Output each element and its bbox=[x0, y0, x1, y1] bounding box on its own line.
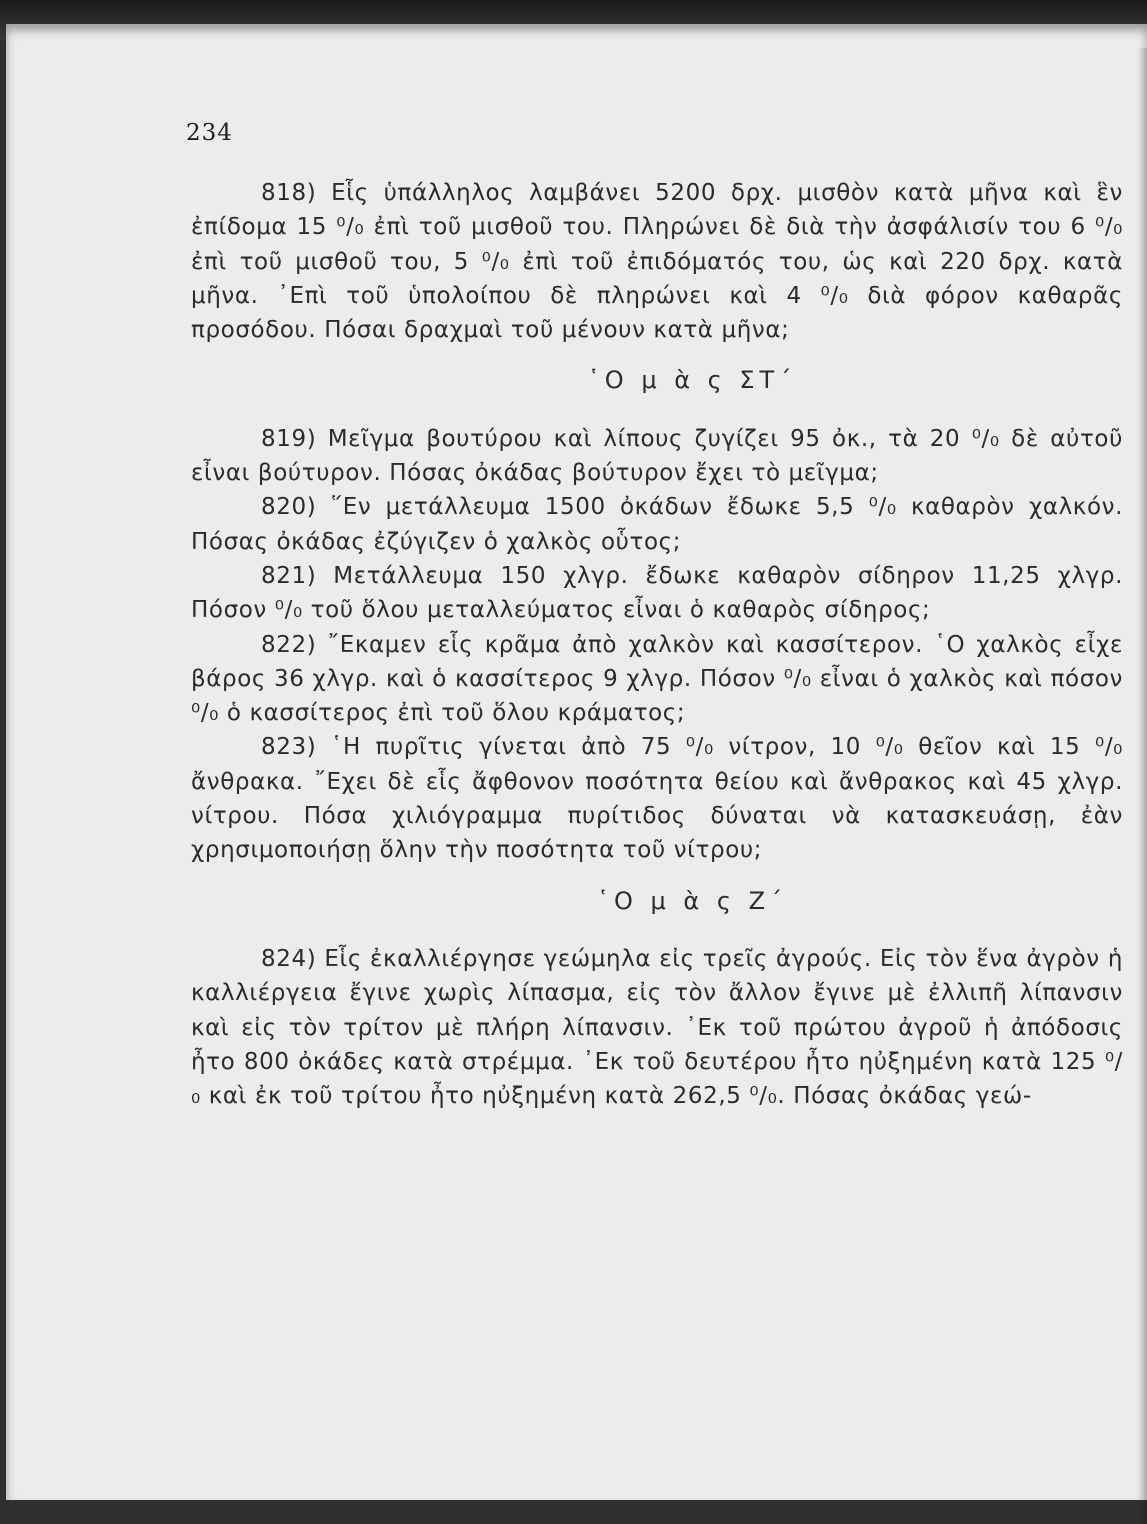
problem-823: 823) ῾Η πυρῖτις γίνεται ἀπὸ 75 ⁰/₀ νίτρον, 10 ⁰/₀ θεῖον καὶ 15 ⁰/₀ ἄνθρακα. ῎Εχει δὲ εἷς ἄφθονον ποσότητα θείου καὶ ἄνθρακος καὶ 45 χλγρ. νίτρου. Πόσα χιλιόγραμμα πυρίτιδος δύναται νὰ κατασκευάσῃ, ἐὰν χρησιμοποιήσῃ ὅλην τὴν ποσότητα τοῦ νίτρου; bbox=[191, 734, 1123, 864]
section-heading-z: ῾Ο μ ὰ ς Ζ΄ bbox=[596, 886, 788, 915]
page-number: 234 bbox=[186, 120, 233, 146]
section-heading-st: ῾Ο μ ὰ ς ΣΤ΄ bbox=[587, 366, 797, 395]
problem-818: 818) Εἷς ὑπάλληλος λαμβάνει 5200 δρχ. μισθὸν κατὰ μῆνα καὶ ἓν ἐπίδομα 15 ⁰/₀ ἐπὶ τοῦ μισθοῦ του. Πληρώνει δὲ διὰ τὴν ἀσφάλισίν του 6 ⁰/₀ ἐπὶ τοῦ μισθοῦ του, 5 ⁰/₀ ἐπὶ τοῦ ἐπιδόματός του, ὡς καὶ 220 δρχ. κατὰ μῆνα. ᾿Επὶ τοῦ ὑπολοίπου δὲ πληρώνει καὶ 4 ⁰/₀ διὰ φόρον καθαρᾶς προσόδου. Πόσαι δραχμαὶ τοῦ μένουν κατὰ μῆνα; bbox=[191, 180, 1123, 344]
problem-821: 821) Μετάλλευμα 150 χλγρ. ἔδωκε καθαρὸν σίδηρον 11,25 χλγρ. Πόσον ⁰/₀ τοῦ ὅλου μεταλλεύματος εἶναι ὁ καθαρὸς σίδηρος; bbox=[191, 562, 1123, 624]
problem-819: 819) Μεῖγμα βουτύρου καὶ λίπους ζυγίζει 95 ὀκ., τὰ 20 ⁰/₀ δὲ αὐτοῦ εἶναι βούτυρον. Πόσας ὀκάδας βούτυρον ἔχει τὸ μεῖγμα; bbox=[191, 425, 1123, 487]
page-edge-shadow bbox=[1137, 48, 1147, 1524]
problem-824: 824) Εἷς ἐκαλλιέργησε γεώμηλα εἰς τρεῖς ἀγρούς. Εἰς τὸν ἕνα ἀγρὸν ἡ καλλιέργεια ἔγινε χωρὶς λίπασμα, εἰς τὸν ἄλλον ἔγινε μὲ ἐλλιπῆ λίπανσιν καὶ εἰς τὸν τρίτον μὲ πλήρη λίπανσιν. ᾿Εκ τοῦ πρώτου ἀγροῦ ἡ ἀπόδοσις ἦτο 800 ὀκάδες κατὰ στρέμμα. ᾿Εκ τοῦ δευτέρου ἦτο ηὐξημένη κατὰ 125 ⁰/₀ καὶ ἐκ τοῦ τρίτου ἦτο ηὐξημένη κατὰ 262,5 ⁰/₀. Πόσας ὀκάδας γεώ- bbox=[191, 945, 1123, 1110]
page-text bbox=[191, 176, 1123, 1113]
problem-822: 822) ῎Εκαμεν εἷς κρᾶμα ἀπὸ χαλκὸν καὶ κασσίτερον. ῾Ο χαλκὸς εἶχε βάρος 36 χλγρ. καὶ ὁ κασσίτερος 9 χλγρ. Πόσον ⁰/₀ εἶναι ὁ χαλκὸς καὶ πόσον ⁰/₀ ὁ κασσίτερος ἐπὶ τοῦ ὅλου κράματος; bbox=[191, 631, 1123, 727]
problem-820: 820) ῞Εν μετάλλευμα 1500 ὀκάδων ἔδωκε 5,5 ⁰/₀ καθαρὸν χαλκόν. Πόσας ὀκάδας ἐζύγιζεν ὁ χαλκὸς οὗτος; bbox=[191, 494, 1123, 555]
book-page bbox=[6, 24, 1147, 1500]
